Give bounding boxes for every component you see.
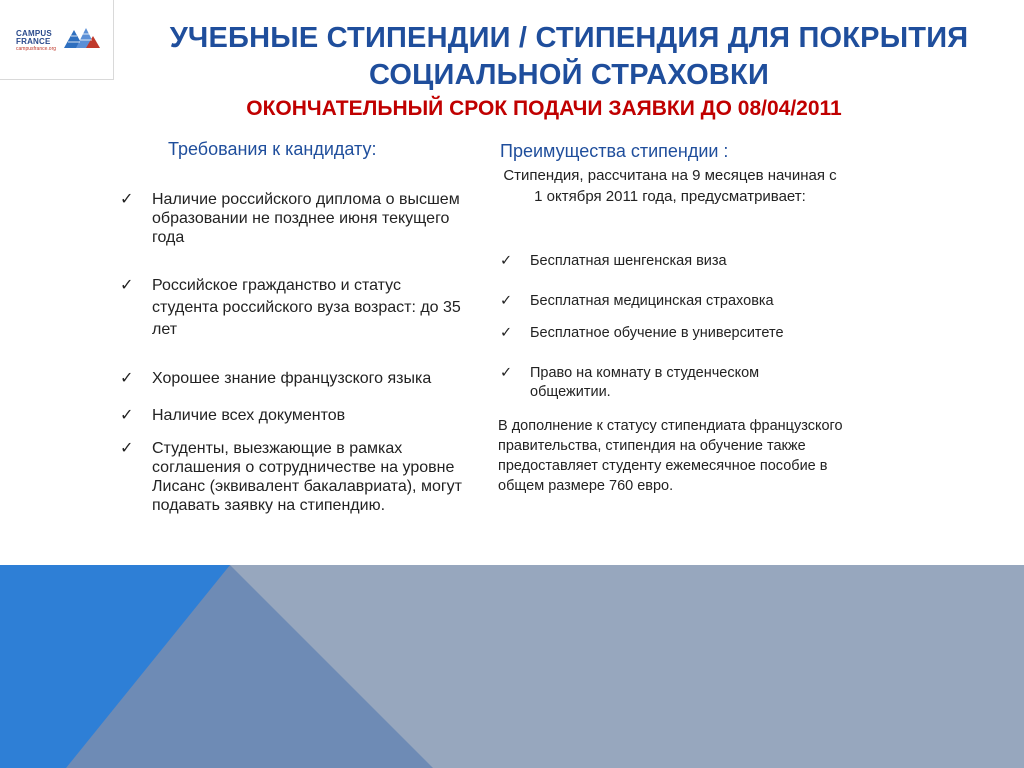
benefits-subheading: Стипендия, рассчитана на 9 месяцев начиная с 1 октября 2011 года, предусматривает:	[503, 167, 837, 205]
title-line-2: СОЦИАЛЬНОЙ СТРАХОВКИ	[368, 59, 769, 91]
allowance-paragraph: В дополнение к статусу стипендиата французского правительства, стипендия на обучение также предоставляет студенту ежемесячное пособие в общем размере 760 евро.	[498, 418, 843, 494]
footer-decoration	[0, 565, 1024, 768]
list-item	[118, 439, 463, 515]
title-line-1: УЧЕБНЫЕ СТИПЕНДИИ / СТИПЕНДИЯ ДЛЯ ПОКРЫТИЯ	[169, 22, 969, 54]
list-item	[118, 190, 463, 247]
logo	[0, 0, 114, 80]
requirements-list	[118, 190, 463, 515]
checkmark-icon: ✓	[120, 191, 134, 208]
deadline-text: ОКОНЧАТЕЛЬНЫЙ СРОК ПОДАЧИ ЗАЯВКИ ДО 08/04/2011	[246, 97, 842, 120]
checkmark-icon: ✓	[500, 365, 513, 381]
list-item-text: Наличие всех документов	[152, 407, 346, 424]
list-item	[118, 275, 463, 341]
logo-line-1: CAMPUS	[16, 29, 52, 38]
logo-url: campusfrance.org	[16, 46, 57, 52]
checkmark-icon: ✓	[120, 440, 134, 457]
list-item-text: Бесплатное обучение в университете	[530, 325, 784, 341]
checkmark-icon: ✓	[500, 325, 513, 341]
requirements-heading: Требования к кандидату:	[168, 139, 377, 159]
list-item-text: Право на комнату в студенческом общежитии.	[530, 365, 760, 400]
list-item	[496, 364, 820, 402]
list-item	[496, 252, 727, 271]
list-item-text: Наличие российского диплома о высшем образовании не позднее июня текущего года	[152, 191, 460, 246]
list-item-text: Бесплатная шенгенская виза	[530, 253, 727, 269]
slide-title	[114, 20, 1024, 94]
logo-text	[16, 30, 56, 52]
checkmark-icon: ✓	[120, 407, 134, 424]
list-item	[118, 406, 463, 425]
list-item-text: Студенты, выезжающие в рамках соглашения о сотрудничестве на уровне Лисанс (эквивалент бакалавриата), могут подавать заявку на стипендию.	[152, 440, 462, 514]
checkmark-icon: ✓	[500, 293, 513, 309]
checkmark-icon: ✓	[500, 253, 513, 269]
logo-line-2: FRANCE	[16, 37, 51, 46]
checkmark-icon: ✓	[120, 277, 134, 294]
benefits-heading: Преимущества стипендии :	[500, 141, 729, 161]
list-item-text: Бесплатная медицинская страховка	[530, 293, 774, 309]
campus-france-logo-icon	[64, 26, 100, 48]
list-item	[496, 292, 774, 311]
list-item-text: Хорошее знание французского языка	[152, 370, 432, 387]
list-item	[496, 324, 784, 343]
checkmark-icon: ✓	[120, 370, 134, 387]
list-item-text: Российское гражданство и статус студента российского вуза возраст: до 35 лет	[152, 277, 461, 338]
list-item	[118, 369, 463, 388]
